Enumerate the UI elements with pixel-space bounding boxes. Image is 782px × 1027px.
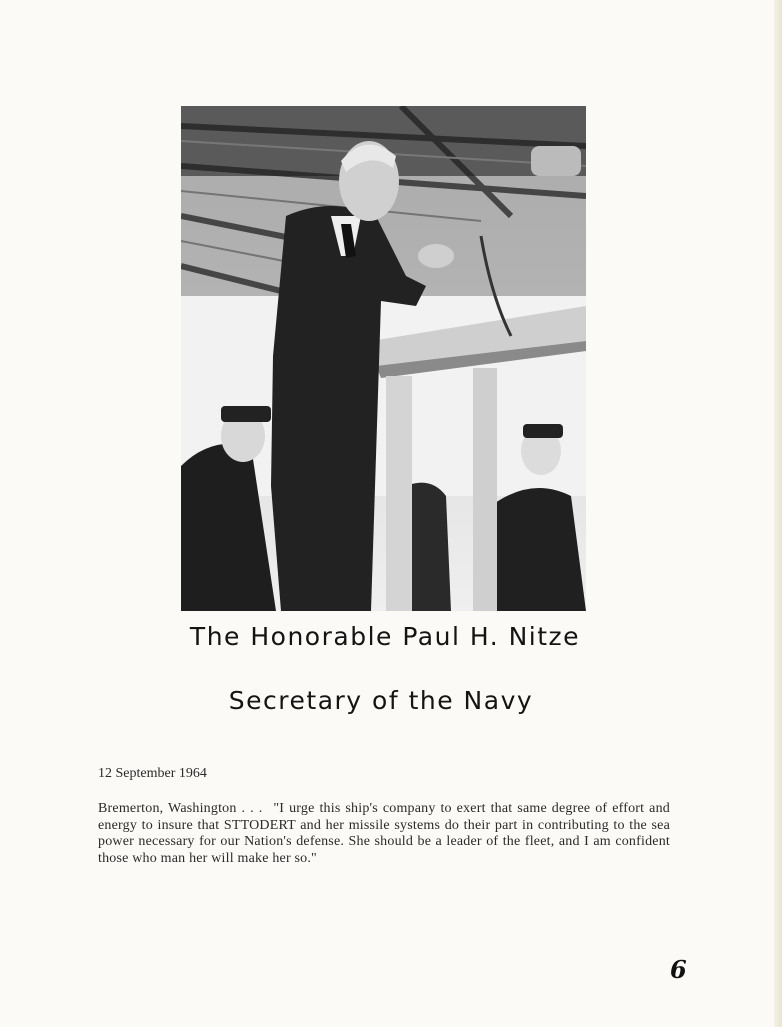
caption-title: Secretary of the Navy (228, 686, 534, 715)
caption-name: The Honorable Paul H. Nitze (189, 622, 581, 651)
entry-date: 12 September 1964 (98, 766, 207, 781)
page-edge (774, 0, 782, 1027)
entry-quote: "I urge this ship's company to exert that same degree of effort and energy to insure that STTODERT and her missile systems do their part in contributing to the sea power necessary for our Nation's defense. She should be a leader of the fleet, and I am confident those who man her will make her so." (98, 801, 670, 866)
page-number: 6 (670, 955, 687, 984)
speaker-photo (181, 106, 586, 611)
entry-quote-block (98, 801, 670, 867)
entry-place: Bremerton, Washington . . . (98, 801, 263, 816)
photo-speaker-at-podium-icon (181, 106, 586, 611)
